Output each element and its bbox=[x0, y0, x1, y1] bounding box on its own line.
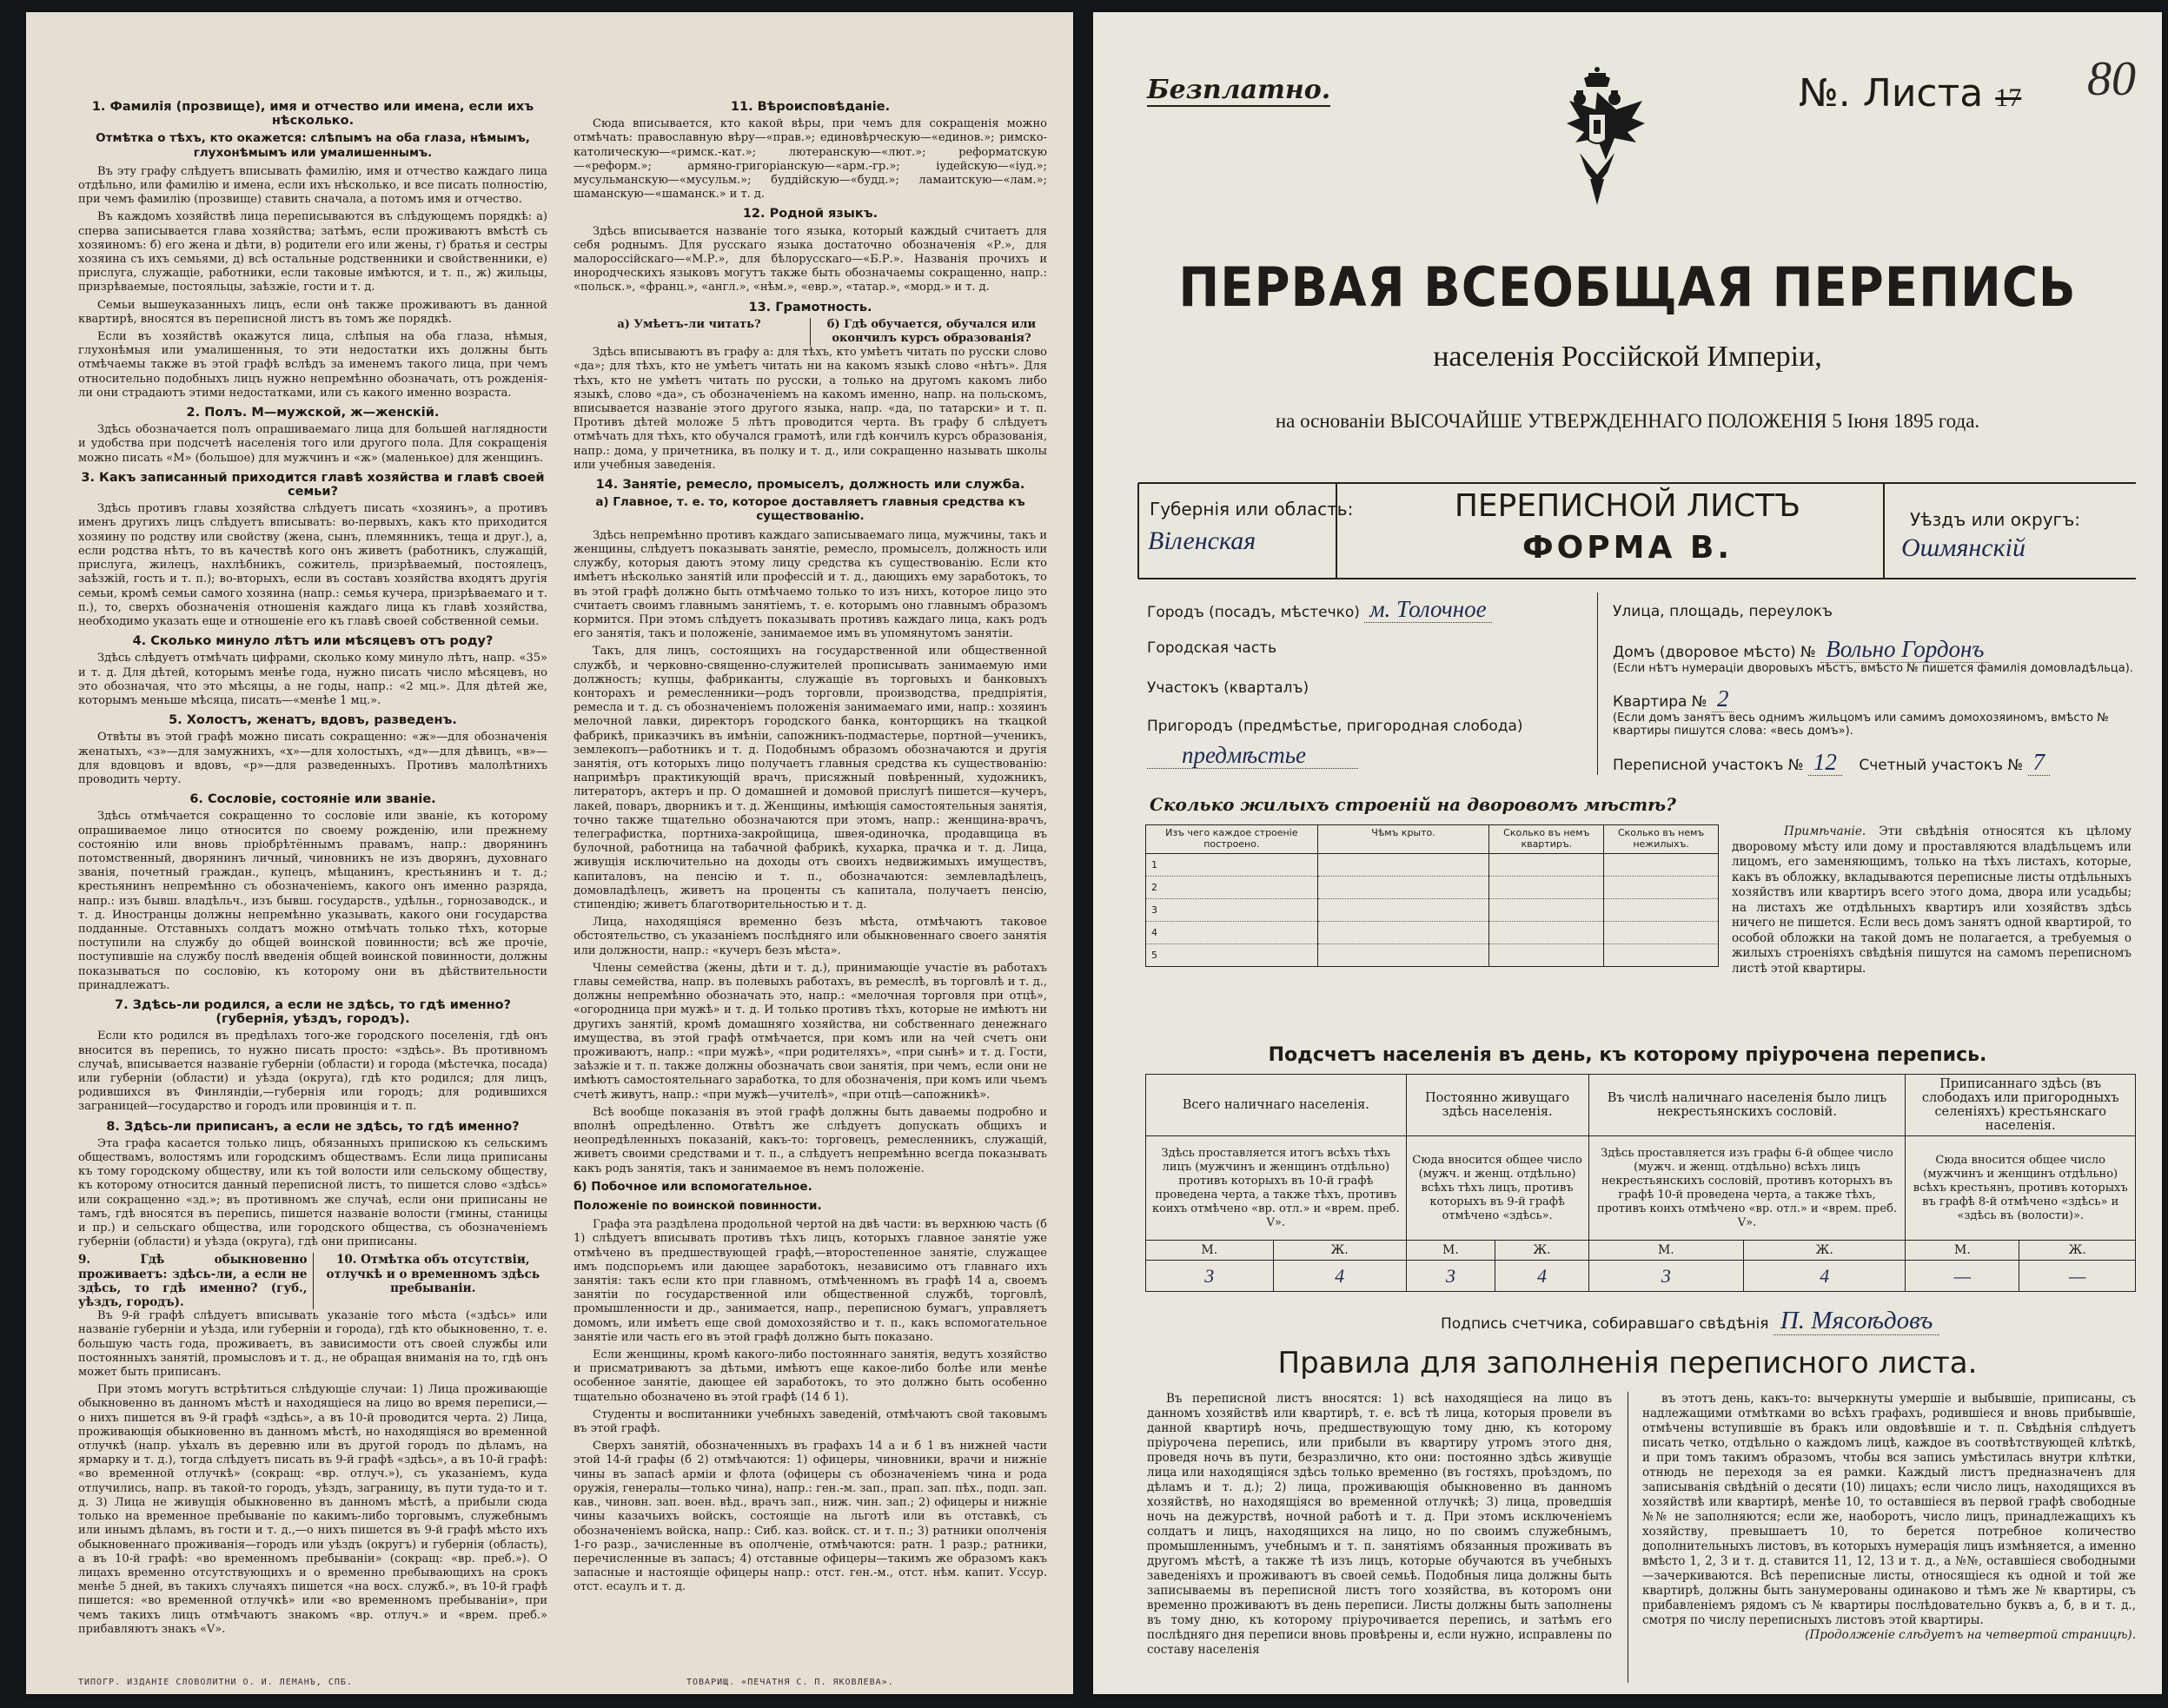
table-header: Сколько въ немъ квартиръ. bbox=[1489, 825, 1604, 854]
town-field: Городъ (посадъ, мѣстечко) м. Толочное bbox=[1147, 596, 1492, 623]
suburb-label: Пригородъ (предмѣстье, пригородная слобода) bbox=[1147, 718, 1523, 735]
table-header-row bbox=[1146, 1075, 2136, 1136]
rules-continuation: (Продолженіе слѣдуетъ на четвертой страницѣ). bbox=[1805, 1628, 2136, 1642]
paragraph: Такъ, для лицъ, состоящихъ на государственной или общественной службѣ, и черковно-священно-служителей прописывать занимаемую ими должность; купцы, фабриканты, служащіе въ торговыхъ и банковыхъ конторахъ и ремесленники—родъ торговли, производства, предпріятія, ремесла и т. д. съ обозначеніемъ положенія занимаемаго ими, напр.: хозяинъ мелочной лавки, директоръ городского банка, конторщикъ на ткацкой фабрикѣ, приказчикъ въ имѣніи, сапожникъ-подмастерье, портной—ученикъ, землекопъ—работникъ и т. д. Подобнымъ образомъ обозначаются и другія занятія, отъ которыхъ лицо получаетъ главныя средства къ существованію: напримѣръ практикующій врачъ, присяжный повѣренный, художникъ, литераторъ, актеръ и пр. О домашней и домовой прислугѣ пишется—кучеръ, лакей, поваръ, дворникъ и т. д. Женщины, имѣющія самостоятельныя занятія, точно также тщательно обозначаются при этомъ, напр.: женщина-врачъ, телеграфистка, портниха-закройщица, швея-одиночка, продавщица въ булочной, работница на табачной фабрикѣ, кухарка, прачка и т. д. Лица, живущія исключительно на доходы отъ своихъ недвижимыхъ имуществъ, капиталовъ, на пенсію и т. п., обозначаются: землевладѣлецъ, домовладѣлецъ, живетъ на проценты съ капитала, получаетъ пенсію, стипендію; живетъ благотворительностью и т. д. bbox=[573, 645, 1047, 911]
enumerator-signature: Подпись счетчика, собиравшаго свѣдѣнія П. Мясоѣдовъ bbox=[1441, 1307, 1939, 1335]
instructions-column-1 bbox=[78, 95, 547, 1640]
paragraph: Семьи вышеуказанныхъ лицъ, если онѣ также проживаютъ въ данной квартирѣ, вносятся въ переписной листъ въ томъ же порядкѣ. bbox=[78, 298, 547, 326]
table-row: 2 bbox=[1146, 877, 1719, 899]
paragraph: Всѣ вообще показанія въ этой графѣ должны быть даваемы подробно и вполнѣ опредѣленно. Отвѣтъ же слѣдуетъ допускать общихъ и неопредѣленныхъ показаній, какъ-то: торговецъ, ремесленникъ, служащій, живетъ своими средствами и т. п., а слѣдуетъ непремѣнно всегда показывать какъ родъ занятія, такъ и занимаемое въ немъ положеніе. bbox=[573, 1105, 1047, 1175]
rules-column-right bbox=[1642, 1392, 2136, 1643]
paragraph: Лица, находящіяся временно безъ мѣста, отмѣчаютъ таковое обстоятельство, съ указаніемъ послѣдняго или обыкновеннаго своего занятія или должности, напр.: «кучеръ безъ мѣста». bbox=[573, 916, 1047, 957]
section-heading: 7. Здѣсь-ли родился, а если не здѣсь, то гдѣ именно? (губернія, уѣздъ, городъ). bbox=[114, 997, 512, 1027]
count-value: 3 bbox=[1146, 1261, 1274, 1292]
paragraph: Отвѣты въ этой графѣ можно писать сокращенно: «ж»—для обозначенія женатыхъ, «з»—для замужнихъ, «х»—для холостыхъ, «д»—для дѣвицъ, «в»—для вдовцовъ и вдовъ, «р»—для разведенныхъ. Противъ малолѣтнихъ проводить черту. bbox=[78, 731, 547, 786]
table-header: Въ числѣ наличнаго населенія было лицъ некрестьянскихъ сословій. bbox=[1588, 1075, 1906, 1136]
section-heading: 1. Фамилія (прозвище), имя и отчество или имена, если ихъ нѣсколько. bbox=[91, 100, 534, 129]
paragraph: Въ переписной листъ вносятся: 1) всѣ находящіеся на лицо въ данномъ хозяйствѣ или квартирѣ, т. е. всѣ тѣ лица, которыя провели въ данной квартирѣ ночь, предшествующую тому дню, къ которому пріурочена перепись, или прибыли въ квартиру утромъ этого дня, проведя ночь въ пути, безразлично, кто они: постоянно здѣсь живущіе лица или находящіяся здѣсь только временно (въ гостяхъ, проѣздомъ, по дѣламъ и т. д.); 2) лица, проживающія обыкновенно въ данномъ хозяйствѣ, но находящіяся во временной отлучкѣ; 3) лица, проведшія ночь на дежурствѣ, ночной работѣ и т. д. При этомъ исключеніемъ солдатъ и лицъ, находящихся на лицо, но по своимъ служебнымъ, промышленнымъ, учебнымъ и т. п. занятіямъ обязанныя проживать въ другомъ мѣстѣ, а также тѣ изъ лицъ, которые обучаются въ учебныхъ заведеніяхъ и проживаютъ въ своей семьѣ. Подобныя лица должны быть записываемы въ переписной листъ того хозяйства, въ которомъ они временно проживаютъ въ день переписи. Листы должны быть заполнены въ тому дню, къ которому пріурочивается перепись, и затѣмъ его послѣдняго дня переписи вновь провѣрены и, если нужно, исправлены по составу населенія bbox=[1147, 1392, 1612, 1657]
paragraph: Если женщины, кромѣ какого-либо постояннаго занятія, ведутъ хозяйство и присматриваютъ за дѣтьми, имѣютъ еще какое-либо болѣе или менѣе особенное занятіе, дающее ей заработокъ, то это должно быть особенно тщательно обозначено въ этой графѣ (14 б 1). bbox=[573, 1348, 1047, 1404]
count-value: — bbox=[2019, 1261, 2136, 1292]
literacy-subheadings bbox=[573, 318, 1047, 346]
remark-text: Эти свѣдѣнія относятся къ цѣлому дворовому мѣсту или дому и проставляются владѣльцемъ или лицомъ, его заменяющимъ, только на тѣхъ листахъ, которые, какъ въ обложку, вкладываются переписные листы отдѣльныхъ хозяйствъ или квартиръ всего этого дома, двора или усадьбы; на листахъ же отдѣльныхъ квартиръ или хозяйствъ здѣсь ничего не пишется. Если весь домъ занятъ одной квартирой, то особой обложки на такой домъ не полагается, а требуемыя о жилыхъ строеніяхъ свѣдѣнія пишутся на самомъ переписномъ листѣ этой квартиры. bbox=[1732, 824, 2132, 976]
remark-note bbox=[1732, 824, 2132, 976]
dwellings-question: Сколько жилыхъ строеній на дворовомъ мѣстѣ? bbox=[1150, 794, 1676, 815]
remark-label: Примѣчаніе. bbox=[1784, 824, 1866, 838]
suburb-field bbox=[1147, 742, 1358, 769]
section-10-heading: 10. Отмѣтка объ отсутствіи, отлучкѣ и о временномъ здѣсь пребываніи. bbox=[313, 1253, 548, 1309]
paragraph: Здѣсь обозначается полъ опрашиваемаго лица для большей наглядности и удобства при подсчетѣ населенія того или другого пола. Для сокращенія можно писать «М» (большое) для мужчинъ и «ж» (маленькое) для женщинъ. bbox=[78, 423, 547, 465]
town-value: м. Толочное bbox=[1364, 596, 1491, 623]
paragraph: Студенты и воспитанники учебныхъ заведеній, отмѣчаютъ свой таковымъ въ этой графѣ. bbox=[573, 1407, 1047, 1436]
table-row bbox=[1146, 1261, 2136, 1292]
table-header: Сколько въ немъ нежилыхъ. bbox=[1604, 825, 1719, 854]
table-row: 3 bbox=[1146, 899, 1719, 922]
section-heading: 2. Полъ. М—мужской, ж—женскій. bbox=[186, 406, 440, 420]
province-label: Губернія или область: bbox=[1150, 499, 1354, 520]
double-headed-eagle-emblem bbox=[1545, 66, 1649, 209]
count-value: 4 bbox=[1273, 1261, 1406, 1292]
paragraph: Если кто родился въ предѣлахъ того-же городского поселенія, гдѣ онъ вносится въ перепись, то нужно писать просто: «здѣсь». Въ противномъ случаѣ, вписывается названіе губерніи (области) и города (мѣстечка, посада) или губерніи (области) и уѣзда (округа), гдѣ кто родился; для лицъ, родившихся въ Финляндіи,—губернія или городъ; для родившихся заграницей—государство и городъ или провинція и т. п. bbox=[78, 1029, 547, 1114]
table-header: Всего наличнаго населенія. bbox=[1146, 1075, 1407, 1136]
count-value: 4 bbox=[1744, 1261, 1906, 1292]
literacy-a-heading: а) Умѣетъ-ли читать? bbox=[617, 317, 761, 331]
table-row: 4 bbox=[1146, 922, 1719, 944]
section-subheading: Положеніе по воинской повинности. bbox=[573, 1199, 822, 1214]
handwritten-page-number: 80 bbox=[2087, 52, 2136, 106]
rules-column-left bbox=[1147, 1392, 1612, 1658]
paragraph: Въ 9-й графѣ слѣдуетъ вписывать указаніе того мѣста («здѣсь» или названіе губерніи и уѣзда, или губерніи и города), гдѣ кто обыкновенно, т. е. большую часть года, проживаетъ, въ зависимости отъ своей службы или постоянныхъ занятій, промысловъ и т. д., не обращая вниманія на то, гдѣ онъ может быть приписанъ. bbox=[78, 1309, 547, 1380]
table-cell: Сюда вносится общее число (мужч. и женщ. отдѣльно) всѣхъ тѣхъ лицъ, противъ которыхъ въ 9-й графѣ отмѣчено «здѣсь». bbox=[1406, 1136, 1588, 1241]
literacy-b-heading: б) Гдѣ обучается, обучался или окончилъ курсъ образованія? bbox=[810, 318, 1047, 346]
paragraph: Графа эта раздѣлена продольной чертой на двѣ части: въ верхнюю часть (б 1) слѣдуетъ вписывать противъ тѣхъ лицъ, которыхъ главное занятіе уже отмѣчено въ предшествующей графѣ,—второстепенное занятіе, служащее имъ подспорьемъ или дающее заработокъ, независимо отъ главнаго ихъ занятія: такъ если кто при главномъ, отмѣченномъ въ графѣ 14 а, своемъ занятіи по государственной или общественной службѣ, торговлѣ, промышленности и др., занимается, напр., переписною бумагъ, управляетъ домомъ, или имѣетъ еще свой домохозяйство и т. п., какъ вспомогательное занятіе или часть его въ этой графѣ должно быть показано. bbox=[573, 1218, 1047, 1344]
census-district-value: 12 bbox=[1808, 749, 1842, 776]
population-count-title: Подсчетъ населенія въ день, къ которому пріурочена перепись. bbox=[1268, 1044, 1987, 1066]
paragraph: Здѣсь непремѣнно противъ каждаго записываемаго лица, мужчины, такъ и женщины, слѣдуетъ показывать занятіе, ремесло, промыселъ, должность или службу, которыя даютъ этому лицу средства къ существованію. Если кто имѣетъ нѣсколько занятій или профессій и т. д., дающихъ ему заработокъ, то въ этой графѣ должно быть отмѣчаемо только то изъ нихъ, которое лицо это считаетъ своимъ главнымъ занятіемъ, т. е. которымъ оно главнымъ образомъ кормится. При этомъ слѣдуетъ показывать противъ каждаго лица, какъ родъ его занятія, такъ и положеніе, занимаемое имъ въ упомянутомъ занятіи. bbox=[573, 528, 1047, 641]
instructions-column-2 bbox=[573, 95, 1047, 1599]
paragraph: Здѣсь противъ главы хозяйства слѣдуетъ писать «хозяинъ», а противъ именъ другихъ лицъ слѣдуетъ вписывать: во-первыхъ, какъ кто приходится хозяину по родству или свойству (жена, сынъ, племянникъ, теща и друг.), а, если родства нѣтъ, то въ качествѣ кого онъ живетъ (работникъ, служащій, прислуга, жилецъ, нахлѣбникъ, сожитель, призрѣваемый, постоялецъ, заѣзжій, гость и т. п.); во-вторыхъ, если въ составъ хозяйства входятъ другія семьи, кромѣ семьи самого хозяина (напр.: семья кучера, призрѣваемаго и т. п.), то, сверхъ обозначенія отношенія каждаго лица къ главѣ хозяйства, необходимо указать еще и отношеніе его къ главѣ своей собственной семьи. bbox=[78, 502, 547, 628]
paragraph: Въ каждомъ хозяйствѣ лица переписываются въ слѣдующемъ порядкѣ: а) сперва записывается глава хозяйства; затѣмъ, если проживаютъ вмѣстѣ съ хозяиномъ: б) его жена и дѣти, в) родители его или жены, г) братья и сестры хозяина съ ихъ семьями, д) всѣ остальные родственники и свойственники, е) прислуга, служащіе, работники, если таковые имѣются, и т. п., ж) жильцы, призрѣваемые, постояльцы, заѣзжіе, гости и т. д. bbox=[78, 210, 547, 295]
section-heading: 11. Вѣроисповѣданіе. bbox=[730, 100, 891, 114]
paragraph: Въ эту графу слѣдуетъ вписывать фамилію, имя и отчество каждаго лица отдѣльно, или фамилію и имена, если ихъ нѣсколько, и все писать полностію, при чемъ фамилію (прозвище) ставить сначала, а потомъ имя и отчество. bbox=[78, 164, 547, 207]
house-value: Вольно Гордонъ bbox=[1820, 636, 1989, 663]
count-value: 3 bbox=[1406, 1261, 1495, 1292]
section-subheading: Отмѣтка о тѣхъ, кто окажется: слѣпымъ на оба глаза, нѣмымъ, глухонѣмымъ или умалишеннымъ. bbox=[96, 131, 530, 160]
section-heading: 14. Занятіе, ремесло, промыселъ, должность или служба. bbox=[595, 478, 1025, 493]
right-page bbox=[1093, 12, 2162, 1694]
table-header: Постоянно живущаго здѣсь населенія. bbox=[1406, 1075, 1588, 1136]
city-part-label: Городская часть bbox=[1147, 639, 1277, 657]
section-9-heading: 9. Гдѣ обыкновенно проживаетъ: здѣсь-ли, а если не здѣсь, то гдѣ именно? (губ., уѣздъ, городъ). bbox=[78, 1253, 308, 1310]
free-of-charge-label: Безплатно. bbox=[1147, 75, 1331, 105]
signature-value: П. Мясоѣдовъ bbox=[1774, 1307, 1940, 1335]
paragraph: Здѣсь слѣдуетъ отмѣчать цифрами, сколько кому минуло лѣтъ, напр. «35» и т. д. Для дѣтей, которымъ менѣе года, нужно писать число мѣсяцевъ, но это обозначая, что это мѣсяцы, а не годы, напр.: «2 мц.». Для дѣтей же, которымъ меньше мѣсяца, писать—«менѣе 1 мц.». bbox=[78, 652, 547, 707]
table-cell: Здѣсь проставляется итогъ всѣхъ тѣхъ лицъ (мужчинъ и женщинъ отдѣльно) противъ которыхъ въ 10-й графѣ проведена черта, а также тѣхъ, противъ коихъ отмѣчено «вр. отл.» и «врем. преб. V». bbox=[1146, 1136, 1407, 1241]
count-value: — bbox=[1906, 1261, 2019, 1292]
flat-value: 2 bbox=[1712, 685, 1734, 712]
left-page bbox=[26, 12, 1073, 1694]
section-heading: 8. Здѣсь-ли приписанъ, а если не здѣсь, то гдѣ именно? bbox=[106, 1119, 520, 1134]
paragraph: Эта графа касается только лицъ, обязанныхъ припискою къ сельскимъ обществамъ, волостямъ или городскимъ обществамъ. Если лица приписаны къ тому городскому обществу, или къ той волости или сельскому обществу, къ которому относится данный переписной листъ, то пишется слово «здѣсь» или сокращенно «зд.»; въ противномъ же случаѣ, если они приписаны не тамъ, гдѣ вносятся въ перепись, пишется названіе волости (гмины, станицы и пр.) и сельскаго общества, или городского общества, съ обозначеніемъ губерніи (области) и уѣзда (округа), гдѣ они приписаны. bbox=[78, 1136, 547, 1249]
paragraph: Члены семейства (жены, дѣти и т. д.), принимающіе участіе въ работахъ главы семейства, напр. въ полевыхъ работахъ, въ ремеслѣ, въ торговлѣ и т. д., должны непремѣнно обозначать это, напр.: «мелочная торговля при отцѣ», «огородница при мужѣ» и т. д. И только противъ тѣхъ, которые не имѣютъ ни другихъ занятій, кромѣ домашняго хозяйства, ни собственнаго денежнаго имущества, въ этой графѣ отмѣчается, при комъ или на чей счетъ они проживаютъ, напр.: «при мужѣ», «при родителяхъ», «при сынѣ» и т. д. Гости, заѣзжіе и т. п. также должны обозначать свои занятія, при чемъ, если они не имѣютъ самостоятельнаго заработка, то для обозначенія, при комъ или чьемъ счетѣ живутъ, напр.: «при мужѣ—учителѣ», «при отцѣ—сапожникѣ». bbox=[573, 961, 1047, 1102]
census-title: ПЕРВАЯ ВСЕОБЩАЯ ПЕРЕПИСЬ bbox=[1178, 256, 2077, 320]
census-district-field: Переписной участокъ № 12 Счетный участокъ № 7 bbox=[1613, 749, 2050, 776]
paragraph: При этомъ могутъ встрѣтиться слѣдующіе случаи: 1) Лица проживающіе обыкновенно въ данномъ мѣстѣ и находящіеся на лицо во время переписи,—о нихъ пишется въ 9-й графѣ «здѣсь», а въ 10-й проводится черта. 2) Лица, проживающія обыкновенно въ данномъ мѣстѣ, но находящіяся во временной отлучкѣ (напр. уѣхалъ въ деревню или въ другой городъ по дѣламъ, на ярмарку и т. д.), тогда слѣдуетъ писать въ 9-й графѣ «здѣсь», а въ 10-й графѣ: «во временной отлучкѣ» (сокращ: «вр. отлуч.»), съ указаніемъ, куда отлучились, напр. въ такой-то городъ, уѣздъ, заграницу, въ пути туда-то и т. д. 3) Лица не живущія обыкновенно въ данномъ мѣстѣ, а прибыли сюда только на временное пребываніе по какимъ-либо торговымъ, служебнымъ или инымъ дѣламъ, въ гости и т. д.,—о нихъ пишется въ 9-й графѣ мѣсто ихъ обыкновеннаго проживанія—городъ или уѣздъ (округъ) и губернія (область), а въ 10-й графѣ: «во временномъ пребываніи» (сокращ: «вр. преб.»). О лицахъ временно отсутствующихъ и о временно пребывающихъ на срокъ менѣе 5 дней, въ такихъ случаяхъ пишется «на восх. служб.», въ 10-й графѣ пишется: «во временной отлучкѣ» или «во временномъ пребываніи», при чемъ такихъ лицъ отмѣчаютъ знакомъ «вр. отлуч.» и «врем. преб.» прибавляютъ знакъ «V». bbox=[78, 1383, 547, 1636]
section-heading: 6. Сословіе, состояніе или званіе. bbox=[189, 792, 436, 807]
paragraph: Здѣсь отмѣчается сокращенно то сословіе или званіе, къ которому опрашиваемое лицо относится по своему рожденію, или прежнему состоянію или вновь пріобрѣтённымъ правамъ, напр.: дворянинъ потомственный, дворянинъ личный, чиновникъ не изъ дворянъ, духовнаго званія, почетный граждан., купецъ, мѣщанинъ, крестьянинъ и т. д.; крестьянинъ непремѣнно съ обозначеніемъ, какого онъ именно разряда, напр.: изъ бывш. владѣльч., изъ бывш. государств., удѣльн., горнозаводск., и т. д. Иностранцы должны непремѣнно указывать, какого они государства подданные. Отставныхъ солдатъ можно отмѣчать только тѣхъ, которые поступили на службу до общей воинской повинности; всѣ же прочіе, поступившіе на службу послѣ введенія общей воинской повинности, должны показываться по сословію, къ которому они въ дѣйствительности принадлежатъ. bbox=[78, 810, 547, 992]
suburb-value: предмѣстье bbox=[1147, 742, 1358, 769]
table-cell: Сюда вносится общее число (мужчинъ и женщинъ отдѣльно) всѣхъ крестьянъ, противъ которыхъ въ графѣ 8-й отмѣчено «здѣсь» и «здѣсь въ (волости)». bbox=[1906, 1136, 2136, 1241]
sheet-number: №. Листа 17 bbox=[1799, 71, 2022, 116]
sheet-title: ПЕРЕПИСНОЙ ЛИСТЪ bbox=[1454, 488, 1801, 524]
paragraph: Сюда вписывается, кто какой вѣры, при чемъ для сокращенія можно отмѣчать: православную вѣру—«прав.»; единовѣрческую—«единов.»; римско-католическую—«римск.-кат.»; лютеранскую—«лют.»; реформатскую—«реформ.»; армяно-григоріанскую—«арм.-гр.»; іудейскую—«іуд.»; мусульманскую—«мусульм.»; буддійскую—«будд.»; ламаитскую—«лам.»; шаманскую—«шаманск.» и т. д. bbox=[573, 117, 1047, 202]
population-count-table bbox=[1145, 1074, 2136, 1292]
uezd-label: Уѣздъ или округъ: bbox=[1910, 509, 2080, 530]
sheet-number-value: 17 bbox=[1995, 83, 2022, 112]
paragraph: въ этотъ день, какъ-то: вычеркнуты умершіе и выбывшіе, приписаны, съ надлежащими отмѣтками во всѣхъ графахъ, родившіеся и вновь прибывшіе, отмѣчены вступившіе въ бракъ или овдовѣвшіе и т. п. Свѣдѣнія слѣдуетъ писать четко, отдѣльно о каждомъ лицѣ, каждое въ соотвѣтствующей клѣткѣ, и при томъ такимъ образомъ, чтобы вся запись умѣстилась внутри клѣтки, отнюдь не переходя за ея рамки. Каждый листъ предназначенъ для записыванія свѣдѣній о десяти (10) лицахъ; если число лицъ, находящихся въ хозяйствѣ или квартирѣ, менѣе 10, то оставшіеся въ первой графѣ свободные №№ не заполняются; если же, наоборотъ, число лицъ, принадлежащихъ къ хозяйству, превышаетъ 10, то берется потребное количество дополнительныхъ листовъ, въ которыхъ нумерація лицъ измѣняется, а именно вмѣсто 1, 2, 3 и т. д. ставится 11, 12, 13 и т. д., а №№, оставшіеся свободными—зачеркиваются. Всѣ переписные листы, относящіеся къ одной и той же квартирѣ, должны быть занумерованы одинаково и тѣмъ же № квартиры, съ прибавленіемъ рядомъ съ № квартиры послѣдовательно буквъ а, б, в и т. д., смотря по числу переписныхъ листовъ этой квартиры. bbox=[1642, 1392, 2136, 1627]
table-row bbox=[1146, 1136, 2136, 1241]
section-heading: 13. Грамотность. bbox=[748, 300, 872, 314]
count-district-value: 7 bbox=[2028, 749, 2051, 776]
count-value: 4 bbox=[1495, 1261, 1588, 1292]
house-field: Домъ (дворовое мѣсто) № Вольно Гордонъ bbox=[1613, 636, 1989, 663]
printer-imprint-right: ТОВАРИЩ. «ПЕЧАТНЯ С. П. ЯКОВЛЕВА». bbox=[686, 1678, 894, 1687]
table-row: 1 bbox=[1146, 854, 1719, 877]
table-header: Приписаннаго здѣсь (въ слободахъ или пригородныхъ селеніяхъ) крестьянскаго населенія. bbox=[1906, 1075, 2136, 1136]
flat-note: (Если домъ занятъ весь однимъ жильцомъ или самимъ домохозяиномъ, вмѣсто № квартиры пишутся слова: «весь домъ»). bbox=[1613, 712, 2109, 738]
street-label: Улица, площадь, переулокъ bbox=[1613, 603, 1833, 620]
section-subheading: б) Побочное или вспомогательное. bbox=[573, 1179, 812, 1194]
district-label: Участокъ (кварталъ) bbox=[1147, 679, 1309, 697]
census-subtitle: населенія Россійской Имперіи, bbox=[1433, 341, 1822, 373]
table-header: Чѣмъ крыто. bbox=[1317, 825, 1489, 854]
paragraph: Здѣсь вписываютъ въ графу а: для тѣхъ, кто умѣетъ читать по русски слово «да»; для тѣхъ, кто не умѣетъ читать ни на какомъ языкѣ слово «нѣтъ». Для тѣхъ, кто не умѣетъ читать по русски, а только на другомъ какомъ либо языкѣ, слово «да», съ обозначеніемъ на какомъ именно, напр. на польскомъ, вписывается названіе этого другого языка, напр. «да, по татарски» и т. п. Противъ дѣтей моложе 5 лѣтъ проводится черта. Въ графу б слѣдуетъ отмѣчать для тѣхъ, кто обучался грамотѣ, или гдѣ кончилъ курсъ образованія, напр.: дома, у причетника, въ полку и т. д., или сокращенно называть школы или учебныя заведенія. bbox=[573, 346, 1047, 472]
legal-basis: на основаніи ВЫСОЧАЙШЕ УТВЕРЖДЕННАГО ПОЛОЖЕНІЯ 5 Іюня 1895 года. bbox=[1275, 410, 1980, 432]
form-title: ФОРМА В. bbox=[1522, 530, 1734, 566]
count-value: 3 bbox=[1588, 1261, 1744, 1292]
flat-field: Квартира № 2 bbox=[1613, 685, 1734, 712]
section-subheading: а) Главное, т. е. то, которое доставляетъ главныя средства къ существованію. bbox=[595, 495, 1025, 524]
house-note: (Если нѣтъ нумераціи дворовыхъ мѣстъ, вмѣсто № пишется фамилія домовладѣльца). bbox=[1613, 662, 2133, 675]
province-value: Віленская bbox=[1148, 526, 1256, 555]
printer-imprint-left: ТИПОГР. ИЗДАНІЕ СЛОВОЛИТНИ О. И. ЛЕМАНЪ, СПБ. bbox=[78, 1678, 353, 1687]
uezd-value: Ошмянскій bbox=[1901, 533, 2025, 562]
paragraph: Здѣсь вписывается названіе того языка, который каждый считаетъ для себя роднымъ. Для русскаго языка достаточно обозначенія «Р.», для малороссійскаго—«М.Р.», для бѣлорусскаго—«Б.Р.». Названія прочихъ и инородческихъ языковъ могутъ также быть обозначаемы сокращенно, напр.: «польск.», «франц.», «англ.», «нѣм.», «евр.», «татар.», «морд.» и т. д. bbox=[573, 224, 1047, 295]
table-cell: Здѣсь проставляется изъ графы 6-й общее число (мужч. и женщ. отдѣльно) всѣхъ лицъ некрестьянскихъ сословій, противъ которыхъ въ графѣ 10-й проведена черта, а также тѣхъ, противъ коихъ отмѣчено «вр. отл.» и «врем. преб. V». bbox=[1588, 1136, 1906, 1241]
paragraph: Сверхъ занятій, обозначенныхъ въ графахъ 14 а и б 1 въ нижней части этой 14-й графы (б 2) отмѣчаются: 1) офицеры, чиновники, врачи и нижніе чины въ запасѣ арміи и флота (офицеры съ обозначеніемъ чина и рода оружія, генералы—только чина), напр.: ген.-м. зап., прап. зап. пѣх., подп. зап. кав., чиновн. зап. воен. вѣд., врачъ зап., ниж. чин. зап.; 2) офицеры и нижніе чины казачьихъ войскъ, состоящіе на льготѣ или въ отставкѣ, съ обозначеніемъ войска, напр.: Сиб. каз. войск. ст. и т. п.; 3) ратники ополченія 1-го разр., зачисленные въ ополченіе, отмѣчаются: ратн. 1 разр.; ратники, перечисленные въ запасъ; 4) отставные офицеры—такимъ же образомъ какъ запасные и настоящіе офицеры напр.: отст. ген.-м., отст. нѣм. капит. Уссур. отст. есаулъ и т. д. bbox=[573, 1440, 1047, 1594]
table-header: Изъ чего каждое строеніе построено. bbox=[1146, 825, 1318, 854]
paragraph: Если въ хозяйствѣ окажутся лица, слѣпыя на оба глаза, нѣмыя, глухонѣмыя или умалишенныя, то эти недостатки ихъ должны быть отмѣчаемы также въ этой графѣ вслѣдъ за именемъ такого лица, при чемъ относительно подобныхъ лицъ нужно непремѣнно обозначать, отъ рожденія-ли они страдаютъ этими недостатками, или съ какого именно возраста. bbox=[78, 330, 547, 400]
section-heading: 4. Сколько минуло лѣтъ или мѣсяцевъ отъ роду? bbox=[132, 634, 494, 649]
table-header-row bbox=[1146, 825, 1719, 854]
table-row: М. Ж. М. Ж. М. Ж. М. Ж. bbox=[1146, 1241, 2136, 1261]
section-9-10-headings bbox=[78, 1253, 547, 1309]
rules-title: Правила для заполненія переписного листа. bbox=[1277, 1346, 1978, 1380]
section-heading: 12. Родной языкъ. bbox=[742, 207, 878, 222]
section-heading: 3. Какъ записанный приходится главѣ хозяйства и главѣ своей семьи? bbox=[81, 470, 545, 500]
section-heading: 5. Холостъ, женатъ, вдовъ, разведенъ. bbox=[169, 713, 457, 728]
address-divider bbox=[1597, 593, 1598, 775]
dwellings-table bbox=[1145, 824, 1719, 967]
table-row: 5 bbox=[1146, 944, 1719, 967]
